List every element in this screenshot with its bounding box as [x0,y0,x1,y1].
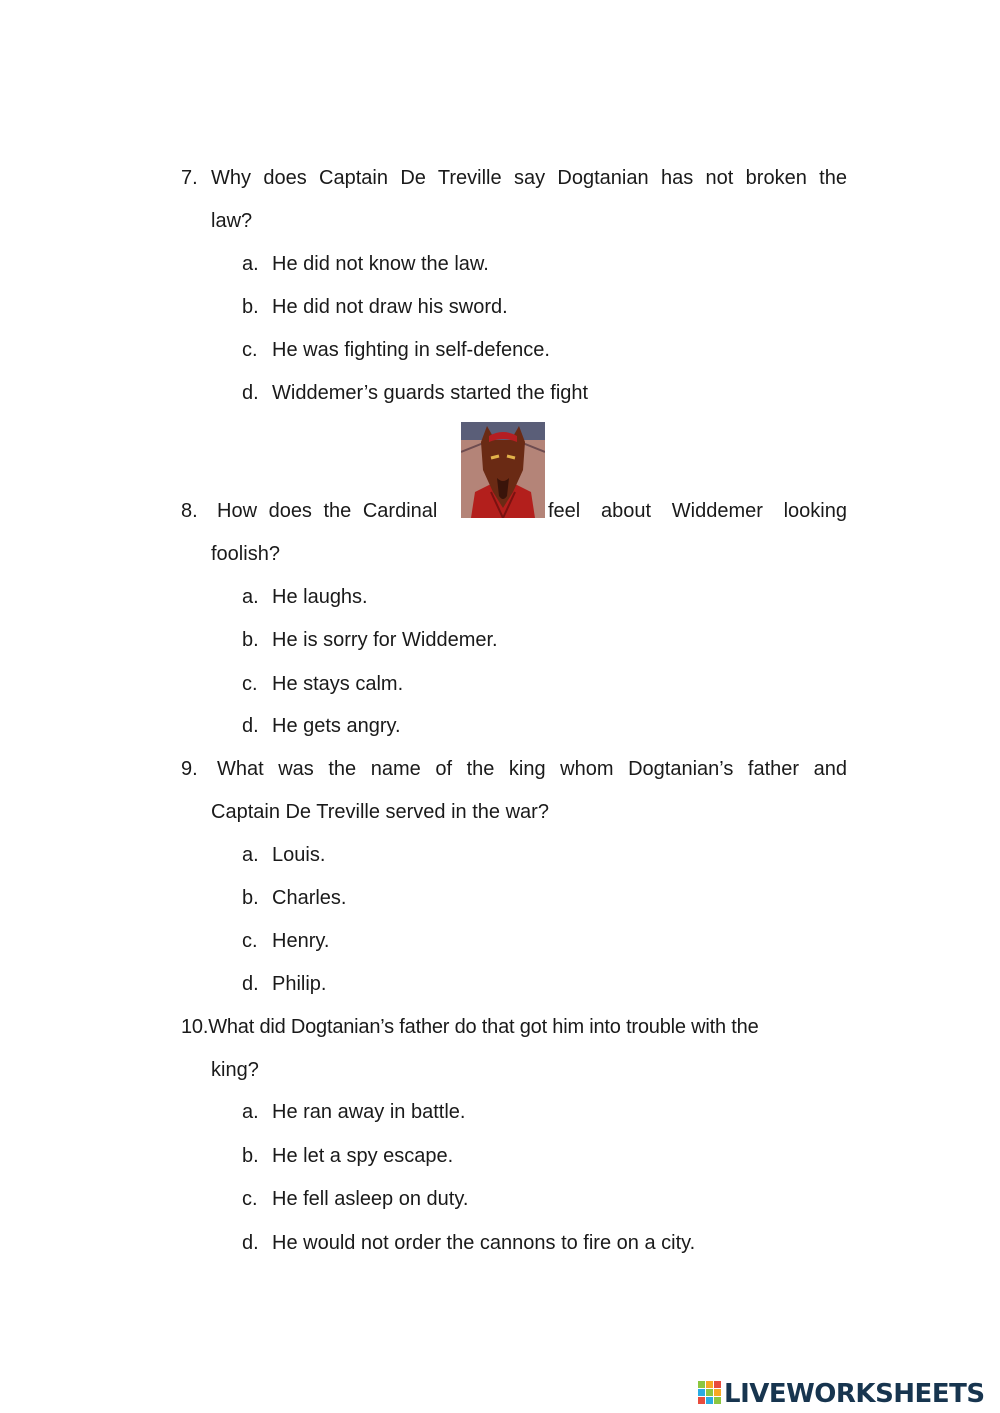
question-text: What did Dogtanian’s father do that got him into trouble with the [208,1016,759,1038]
question-7-line1 [181,163,847,193]
option-8a[interactable]: a. He laughs. [242,586,368,608]
option-9b[interactable]: b. Charles. [242,887,347,909]
option-9a[interactable]: a. Louis. [242,844,326,866]
option-9c[interactable]: c. Henry. [242,930,330,952]
question-number: 9. [181,758,198,780]
question-text: What was the name of the king whom Dogtanian’s father and [217,758,847,780]
liveworksheets-logo [698,1378,985,1410]
question-10-line1 [181,1012,847,1042]
question-text: Why does Captain De Treville say Dogtanian has not broken the [211,167,847,189]
logo-text: LIVEWORKSHEETS [724,1379,985,1409]
question-9-line2: Captain De Treville served in the war? [211,801,549,823]
cardinal-portrait [461,422,545,518]
question-9-line1 [181,754,847,784]
question-8-line1-after: feel about Widdemer looking [548,500,847,522]
logo-mark-icon [698,1381,722,1407]
option-7d[interactable]: d. Widdemer’s guards started the fight [242,382,589,404]
option-10a[interactable]: a. He ran away in battle. [242,1101,466,1123]
question-text-before: How does the Cardinal [217,500,438,522]
question-number: 10. [181,1016,209,1038]
option-10d[interactable]: d. He would not order the cannons to fire on a city. [242,1232,696,1254]
option-9d[interactable]: d. Philip. [242,973,327,995]
question-8-line2: foolish? [211,543,280,565]
option-8c[interactable]: c. He stays calm. [242,673,404,695]
option-7c[interactable]: c. He was fighting in self-defence. [242,339,550,361]
question-number: 8. [181,500,198,522]
option-7a[interactable]: a. He did not know the law. [242,253,489,275]
option-10b[interactable]: b. He let a spy escape. [242,1145,454,1167]
option-7b[interactable]: b. He did not draw his sword. [242,296,508,318]
question-number: 7. [181,167,198,189]
option-8d[interactable]: d. He gets angry. [242,715,401,737]
question-7-line2: law? [211,210,253,232]
question-10-line2: king? [211,1059,259,1081]
option-10c[interactable]: c. He fell asleep on duty. [242,1188,469,1210]
option-8b[interactable]: b. He is sorry for Widdemer. [242,629,498,651]
